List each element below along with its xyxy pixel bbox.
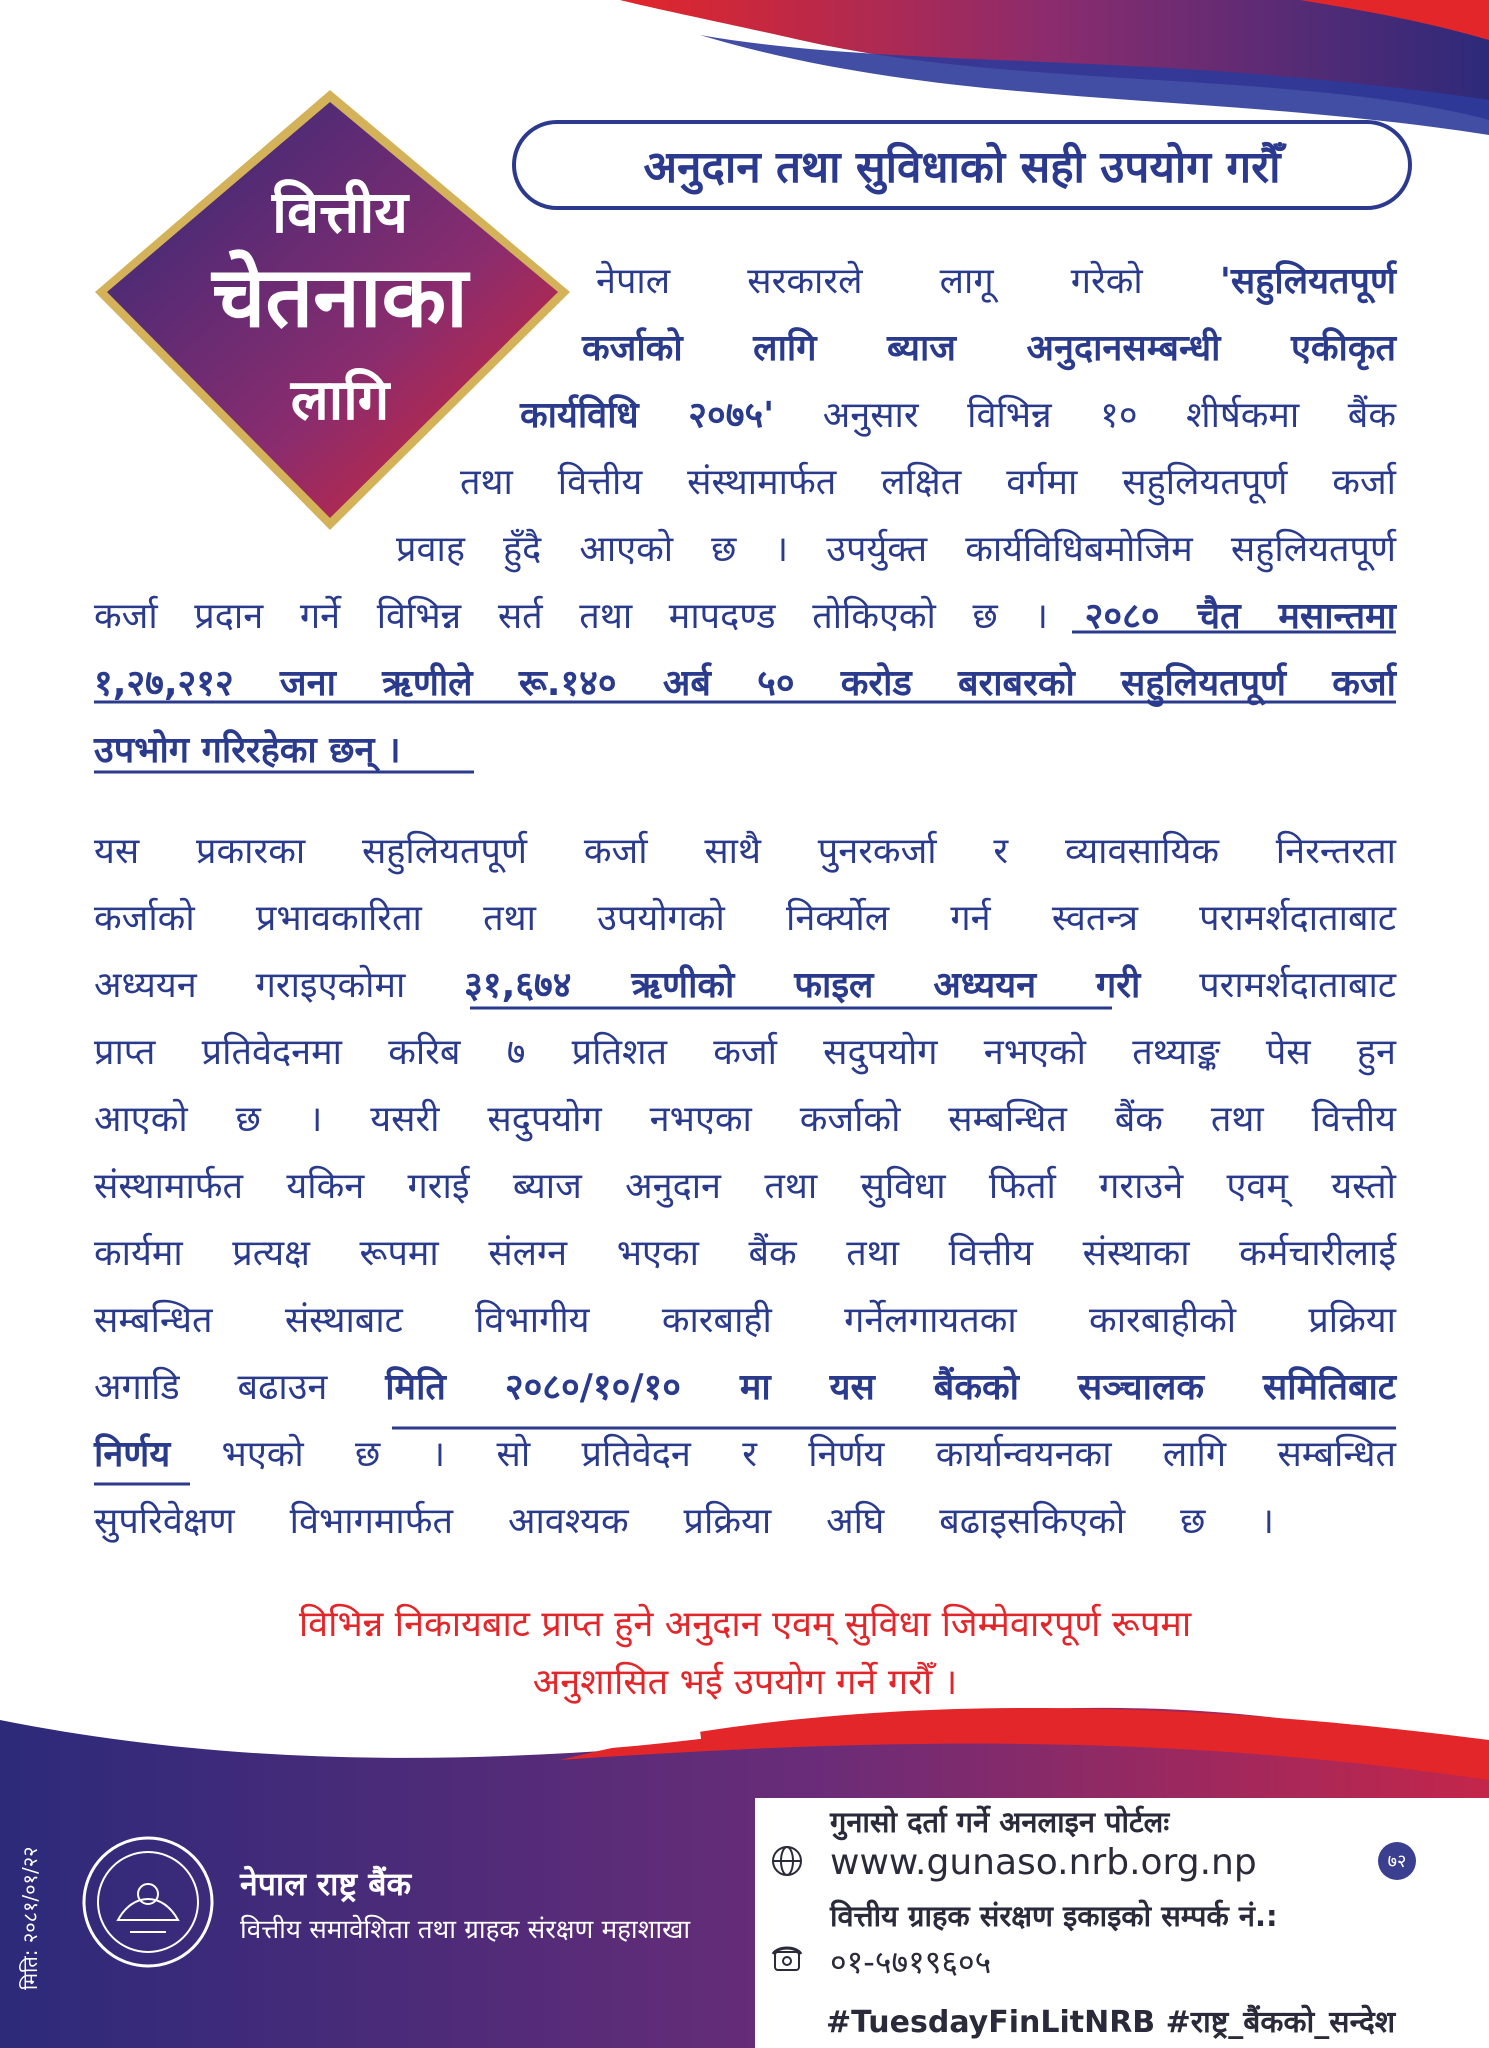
tagline-line-2: अनुशासित भई उपयोग गर्ने गरौँ । (532, 1662, 958, 1703)
p2-text: आएको छ । यसरी सदुपयोग नभएका कर्जाको सम्बन्धित बैंक तथा वित्तीय (94, 1099, 1396, 1140)
p1-bold: कार्यविधि २०७५' (520, 395, 775, 436)
p2-emphasis: ३१,६७४ ऋणीको फाइल अध्ययन गरी (464, 965, 1141, 1006)
p1-bold: 'सहुलियतपूर्ण (1219, 261, 1396, 302)
p1-bold: कर्जाको लागि ब्याज अनुदानसम्बन्धी एकीकृत (582, 328, 1396, 369)
p1-emphasis: १,२७,२१२ जना ऋणीले रू.१४० अर्ब ५० करोड बराबरको सहुलियतपूर्ण कर्जा (94, 663, 1396, 704)
org-department: वित्तीय समावेशिता तथा ग्राहक संरक्षण महाशाखा (240, 1915, 691, 1945)
p1-emphasis: २०८० चैत मसान्तमा (1084, 596, 1396, 637)
p2-text: कर्जाको प्रभावकारिता तथा उपयोगको निर्क्योल गर्न स्वतन्त्र परामर्शदाताबाट (94, 898, 1396, 939)
p1-text: अनुसार विभिन्न १० शीर्षकमा बैंक (822, 395, 1396, 436)
badge-line-3: लागि (290, 368, 390, 433)
badge-line-1: वित्तीय (271, 178, 408, 246)
p2-text: अध्ययन गराइएकोमा (94, 965, 406, 1006)
contact-number: ०१-५७१९६०५ (830, 1943, 992, 1981)
issue-date: मिति: २०८१/०१/२२ (18, 1846, 42, 1990)
org-name: नेपाल राष्ट्र बैंक (240, 1865, 412, 1903)
badge-line-2: चेतनाका (212, 248, 468, 346)
page-number-badge: ७२ (1378, 1842, 1416, 1880)
p2-emphasis: मिति २०८०/१०/१० मा यस बैंकको सञ्चालक समितिबाट (385, 1367, 1396, 1408)
p1-text: प्रवाह हुँदै आएको छ । उपर्युक्त कार्यविधिबमोजिम सहुलियतपूर्ण (396, 529, 1396, 570)
globe-icon (770, 1844, 804, 1878)
portal-url-link[interactable]: www.gunaso.nrb.org.np (830, 1842, 1257, 1883)
tagline-line-1: विभिन्न निकायबाट प्राप्त हुने अनुदान एवम् सुविधा जिम्मेवारपूर्ण रूपमा (298, 1604, 1192, 1645)
nrb-logo (78, 1832, 218, 1972)
p2-text: प्राप्त प्रतिवेदनमा करिब ७ प्रतिशत कर्जा सदुपयोग नभएको तथ्याङ्क पेस हुन (94, 1032, 1396, 1073)
p2-text: संस्थामार्फत यकिन गराई ब्याज अनुदान तथा सुविधा फिर्ता गराउने एवम् यस्तो (94, 1166, 1396, 1207)
p2-text: कार्यमा प्रत्यक्ष रूपमा संलग्न भएका बैंक तथा वित्तीय संस्थाका कर्मचारीलाई (94, 1233, 1396, 1274)
hashtags: #TuesdayFinLitNRB #राष्ट्र_बैंकको_सन्देश (826, 2005, 1396, 2040)
p2-text: अगाडि बढाउन (94, 1367, 328, 1408)
phone-icon (770, 1944, 804, 1974)
p2-text: सम्बन्धित संस्थाबाट विभागीय कारबाही गर्नेलगायतका कारबाहीको प्रक्रिया (94, 1300, 1396, 1341)
p2-text: सुपरिवेक्षण विभागमार्फत आवश्यक प्रक्रिया अघि बढाइसकिएको छ । (94, 1501, 1274, 1542)
p2-text: भएको छ । सो प्रतिवेदन र निर्णय कार्यान्वयनका लागि सम्बन्धित (221, 1434, 1396, 1475)
headline: अनुदान तथा सुविधाको सही उपयोग गरौँ (512, 120, 1412, 210)
p1-emphasis: उपभोग गरिरहेका छन् । (94, 730, 401, 771)
p2-text: यस प्रकारका सहुलियतपूर्ण कर्जा साथै पुनरकर्जा र व्यावसायिक निरन्तरता (94, 831, 1396, 872)
p2-text: परामर्शदाताबाट (1199, 965, 1396, 1006)
p1-text: नेपाल सरकारले लागू गरेको (596, 261, 1143, 302)
contact-label: वित्तीय ग्राहक संरक्षण इकाइको सम्पर्क नं.: (830, 1899, 1278, 1933)
p1-text: तथा वित्तीय संस्थामार्फत लक्षित वर्गमा सहुलियतपूर्ण कर्जा (460, 462, 1396, 503)
p2-emphasis: निर्णय (94, 1434, 171, 1475)
portal-label: गुनासो दर्ता गर्ने अनलाइन पोर्टलः (830, 1805, 1170, 1839)
p1-text: कर्जा प्रदान गर्ने विभिन्न सर्त तथा मापदण्ड तोकिएको छ । (94, 596, 1049, 637)
